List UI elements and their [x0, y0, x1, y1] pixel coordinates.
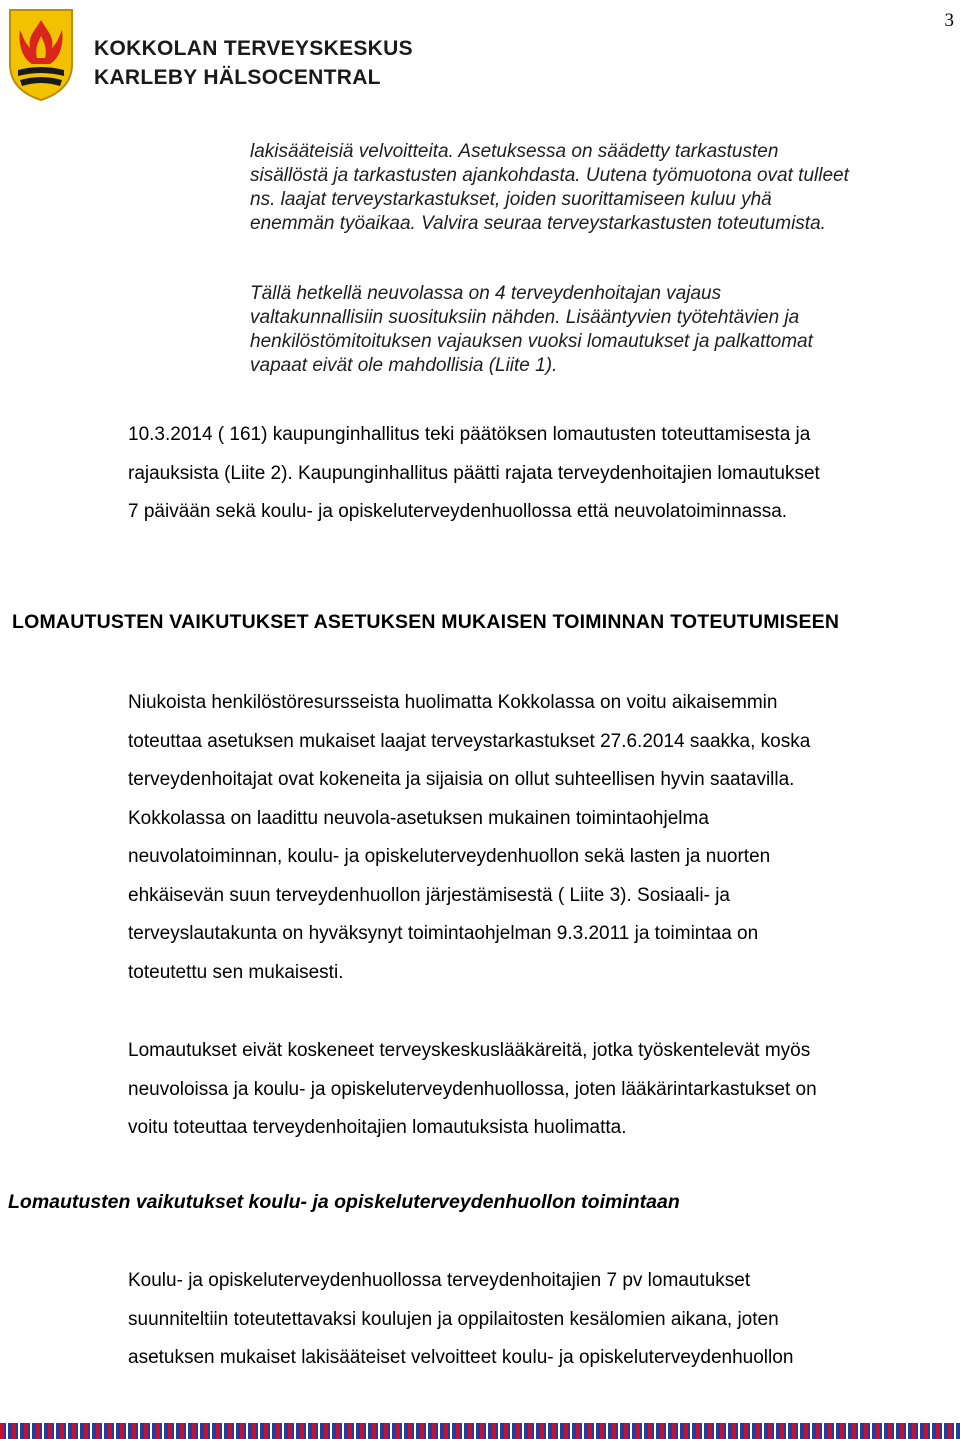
- section-heading: LOMAUTUSTEN VAIKUTUKSET ASETUKSEN MUKAISEN TOIMINNAN TOTEUTUMISEEN: [12, 611, 840, 633]
- letterhead: [6, 6, 413, 102]
- italic-paragraph-2: Tällä hetkellä neuvolassa on 4 terveydenhoitajan vajaus valtakunnallisiin suosituksiin nähden. Lisääntyvien työtehtävien ja henkilöstömitoituksen vajauksen vuoksi lomautukset ja palkattomat vapaat eivät ole mahdollisia (Liite 1).: [250, 283, 813, 376]
- italic-paragraph-1: lakisääteisiä velvoitteita. Asetuksessa on säädetty tarkastusten sisällöstä ja tarkastusten ajankohdasta. Uutena työmuotona ovat tulleet ns. laajat terveystarkastukset, joiden suorittamiseen kuluu yhä enemmän työaikaa. Valvira seuraa terveystarkastusten toteutumista.: [250, 141, 849, 234]
- subsection-paragraph: Koulu- ja opiskeluterveydenhuollossa terveydenhoitajien 7 pv lomautukset suunniteltiin toteutettavaksi koulujen ja oppilaitosten kesälomien aikana, joten asetuksen mukaiset lakisääteiset velvoitteet koulu- ja opiskeluterveydenhuollon: [128, 1270, 794, 1368]
- subsection-heading: Lomautusten vaikutukset koulu- ja opiskeluterveydenhuollon toimintaan: [8, 1191, 680, 1213]
- page-number: 3: [944, 10, 954, 31]
- section-paragraph-2: Lomautukset eivät koskeneet terveyskeskuslääkäreitä, jotka työskentelevät myös neuvoloissa ja koulu- ja opiskeluterveydenhuollossa, joten lääkärintarkastukset on voitu toteuttaa terveydenhoitajien lomautuksista huolimatta.: [128, 1040, 817, 1138]
- org-name-swedish: KARLEBY HÄLSOCENTRAL: [94, 66, 381, 89]
- footer-decorative-border: [0, 1423, 960, 1439]
- section-paragraph-1: Niukoista henkilöstöresursseista huolimatta Kokkolassa on voitu aikaisemmin toteuttaa asetuksen mukaiset laajat terveystarkastukset 27.6.2014 saakka, koska terveydenhoitajat ovat kokeneita ja sijaisia on ollut suhteellisen hyvin saatavilla. Kokkolassa on laadittu neuvola-asetuksen mukainen toimintaohjelma neuvolatoiminnan, koulu- ja opiskeluterveydenhuollon sekä lasten ja nuorten ehkäisevän suun terveydenhuollon järjestämisestä ( Liite 3). Sosiaali- ja terveyslautakunta on hyväksynyt toimintaohjelman 9.3.2011 ja toimintaa on toteutettu sen mukaisesti.: [128, 692, 811, 983]
- coat-of-arms-logo: [6, 6, 76, 102]
- decision-paragraph: 10.3.2014 ( 161) kaupunginhallitus teki päätöksen lomautusten toteuttamisesta ja rajauksista (Liite 2). Kaupunginhallitus päätti rajata terveydenhoitajien lomautukset 7 päivään sekä koulu- ja opiskeluterveydenhuollossa että neuvolatoiminnassa.: [128, 424, 820, 522]
- org-name-finnish: KOKKOLAN TERVEYSKESKUS: [94, 37, 413, 60]
